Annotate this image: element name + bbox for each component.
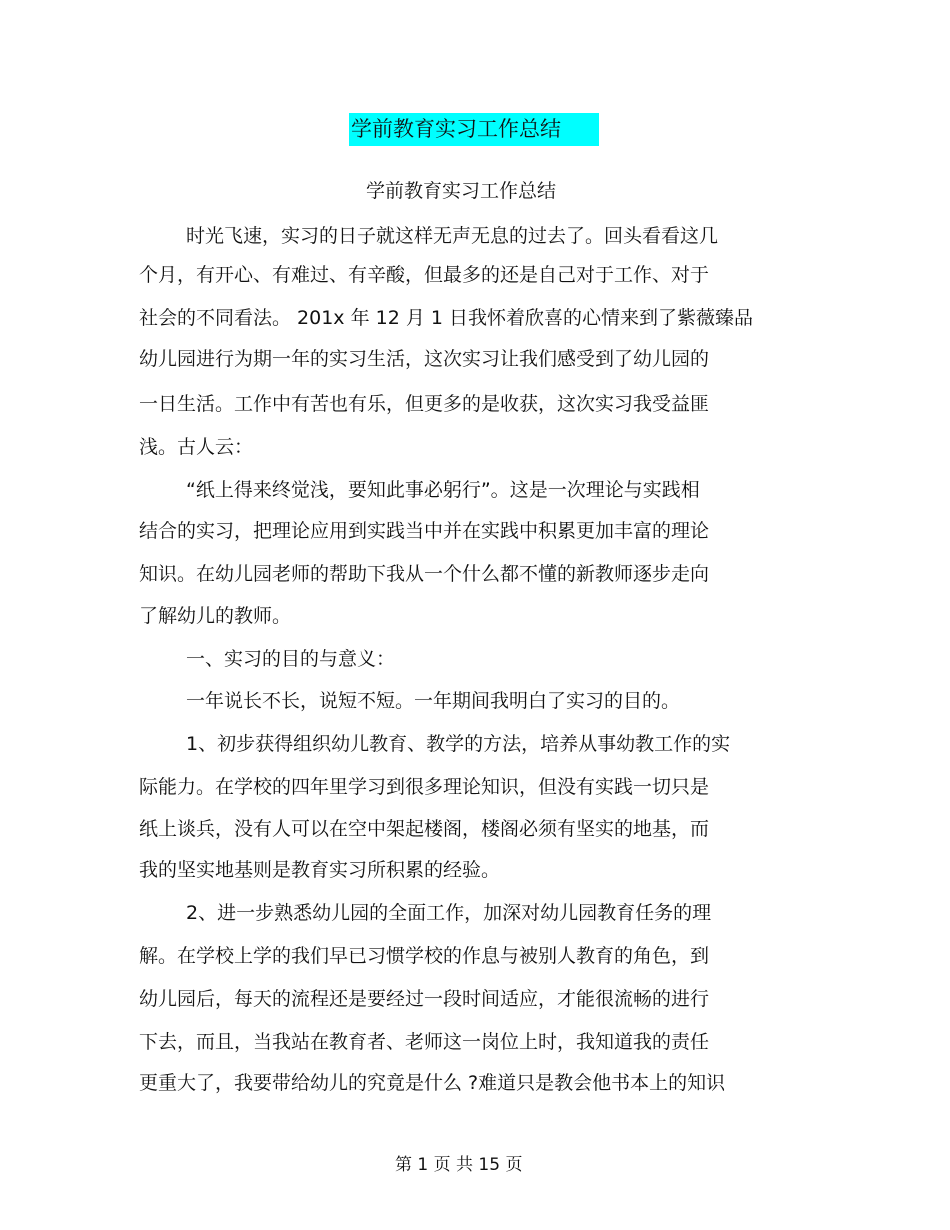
paragraph-line: 下去，而且，当我站在教育者、老师这一岗位上时，我知道我的责任 bbox=[139, 1031, 710, 1053]
section-heading: 一、实习的目的与意义： bbox=[186, 648, 396, 670]
paragraph-line: 社会的不同看法。 201x 年 12 月 1 日我怀着欣喜的心情来到了紫薇臻品 bbox=[139, 307, 754, 329]
paragraph-line: 了解幼儿的教师。 bbox=[139, 605, 292, 627]
document-heading: 学前教育实习工作总结 bbox=[349, 113, 599, 146]
paragraph-line: 知识。在幼儿园老师的帮助下我从一个什么都不懂的新教师逐步走向 bbox=[139, 563, 710, 585]
paragraph-line: 纸上谈兵，没有人可以在空中架起楼阁，楼阁必须有坚实的地基，而 bbox=[139, 818, 710, 840]
paragraph-line: 幼儿园进行为期一年的实习生活，这次实习让我们感受到了幼儿园的 bbox=[139, 348, 710, 370]
document-subheading: 学前教育实习工作总结 bbox=[366, 180, 557, 202]
paragraph-line: 浅。古人云： bbox=[139, 436, 254, 458]
paragraph-line: 际能力。在学校的四年里学习到很多理论知识，但没有实践一切只是 bbox=[139, 776, 710, 798]
paragraph-line: 2、进一步熟悉幼儿园的全面工作，加深对幼儿园教育任务的理 bbox=[186, 902, 712, 924]
paragraph-line: 更重大了，我要带给幼儿的究竟是什么 ?难道只是教会他书本上的知识 bbox=[139, 1072, 726, 1094]
paragraph-line: 个月，有开心、有难过、有辛酸，但最多的还是自己对于工作、对于 bbox=[139, 264, 710, 286]
paragraph-line: 1、初步获得组织幼儿教育、教学的方法，培养从事幼教工作的实 bbox=[186, 733, 731, 755]
paragraph-line: 我的坚实地基则是教育实习所积累的经验。 bbox=[139, 859, 501, 881]
page-footer: 第 1 页 共 15 页 bbox=[395, 1155, 523, 1175]
paragraph-line: 幼儿园后，每天的流程还是要经过一段时间适应，才能很流畅的进行 bbox=[139, 988, 710, 1010]
paragraph-line: 一年说长不长，说短不短。一年期间我明白了实习的目的。 bbox=[186, 690, 681, 712]
paragraph-line: 时光飞速，实习的日子就这样无声无息的过去了。回头看看这几 bbox=[186, 225, 719, 247]
paragraph-line: “纸上得来终觉浅，要知此事必躬行”。这是一次理论与实践相 bbox=[186, 479, 700, 501]
paragraph-line: 一日生活。工作中有苦也有乐，但更多的是收获，这次实习我受益匪 bbox=[139, 393, 710, 415]
paragraph-line: 结合的实习，把理论应用到实践当中并在实践中积累更加丰富的理论 bbox=[139, 520, 710, 542]
paragraph-line: 解。在学校上学的我们早已习惯学校的作息与被别人教育的角色，到 bbox=[139, 945, 710, 967]
